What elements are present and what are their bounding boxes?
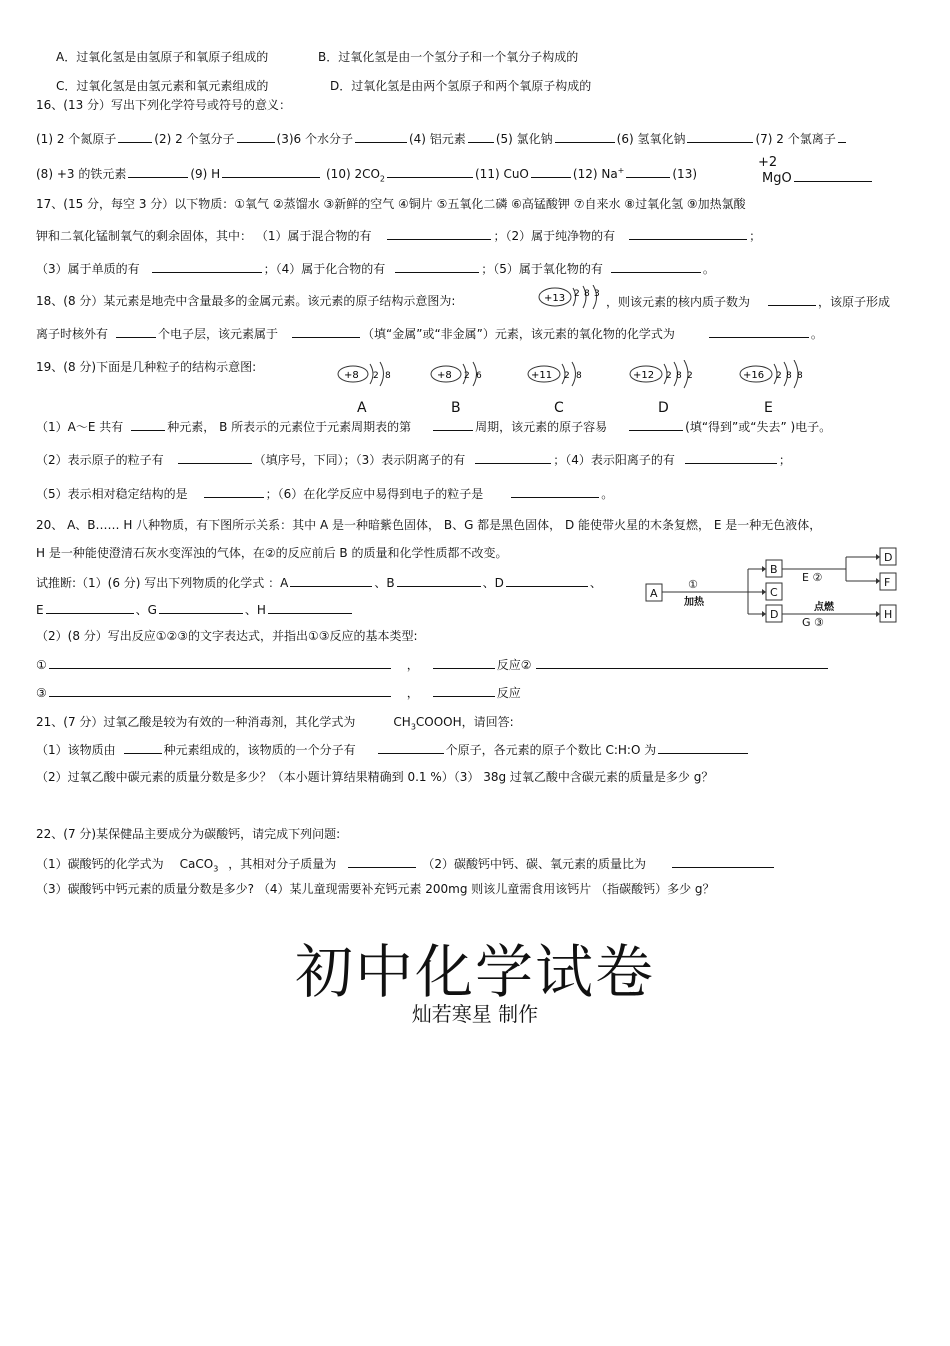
q17-mixture-label: 钾和二氧化锰制氧气的剩余固体，其中： （1）属于混合物的有 [36, 229, 372, 243]
q22-formula: CaCO [179, 857, 214, 871]
subscript: 2 [379, 174, 385, 184]
particle-b-shell-1: 2 [464, 371, 470, 381]
q16-heading: 16、(13 分）写出下列化学符号或符号的意义： [36, 98, 292, 112]
q18-proton-label: ，则该元素的核内质子数为 [606, 295, 751, 309]
answer-blank[interactable] [658, 741, 748, 754]
q15-option-c: C．过氧化氢是由氢元素和氧元素组成的 [56, 79, 269, 93]
q16-item-12-formula: (12) Na [572, 167, 618, 181]
answer-blank[interactable] [124, 741, 162, 754]
answer-blank[interactable] [468, 130, 494, 143]
particle-e-shell-3: 8 [797, 371, 803, 381]
author-credit: 灿若寒星 制作 [411, 1002, 539, 1026]
q17-element-label: （3）属于单质的有 [36, 262, 140, 276]
answer-blank[interactable] [629, 418, 683, 431]
particle-e-nucleus: +16 [743, 370, 765, 381]
q21-q1c: 个原子，各元素的原子个数比 C:H:O 为 [445, 743, 657, 757]
q19-q5 [36, 485, 613, 502]
answer-blank[interactable] [268, 601, 352, 614]
reaction-type-label: 反应② [496, 658, 532, 672]
answer-blank[interactable] [118, 130, 152, 143]
q22-q1c: ，其相对分子质量为 [228, 857, 337, 871]
q16-item-1: (1) 2 个氮原子 [36, 132, 117, 146]
answer-blank[interactable] [128, 165, 188, 178]
answer-blank[interactable] [433, 684, 495, 697]
node-c-label: C [770, 586, 778, 599]
q19-q1a: （1）A～E 共有 [36, 420, 124, 434]
q16-item-5: (5) 氯化钠 [495, 132, 553, 146]
punct: ， [406, 658, 419, 672]
q16-item-2: (2) 2 个氢分子 [154, 132, 235, 146]
q19-q2c: ；（4）表示阳离子的有 [553, 453, 675, 467]
q16-item-10 [326, 167, 385, 184]
q21-line-1 [36, 714, 514, 735]
q19-heading: 19、(8 分)下面是几种粒子的结构示意图: [36, 360, 257, 374]
mgo-charge: +2 [758, 155, 778, 170]
particle-label-b: B [451, 400, 461, 416]
q17-oxide-label: ；（5）属于氧化物的有 [481, 262, 603, 276]
q17-line-3 [36, 260, 715, 277]
q20-line-1: 20、 A、B…… H 八种物质，有下图所示关系：其中 A 是一种暗紫色固体， B、G 都是黑色固体， D 能使带火星的木条复燃， E 是一种无色液体， [36, 518, 822, 532]
q21-line-2 [36, 741, 750, 758]
q20-reaction-1 [36, 656, 830, 673]
answer-blank[interactable] [116, 325, 156, 338]
q18-layers-label: 离子时核外有 [36, 327, 109, 341]
node-f-label: F [884, 576, 891, 589]
answer-blank[interactable] [672, 855, 774, 868]
q17-pure-label: ；（2）属于纯净物的有 [493, 229, 616, 243]
particle-c-shell-1: 2 [564, 371, 570, 381]
q16-item-3: (3)6 个水分子 [276, 132, 353, 146]
punct: ； [749, 229, 762, 243]
particle-d-shell-3: 2 [687, 371, 693, 381]
q19-q1b: 种元素， B 所表示的元素位于元素周期表的第 [167, 420, 412, 434]
answer-blank[interactable] [709, 325, 809, 338]
answer-blank[interactable] [555, 130, 615, 143]
q22-line-2: （3）碳酸钙中钙元素的质量分数是多少? （4）某儿童现需要补充钙元素 200mg 则该儿童需食用该钙片 （指碳酸钙）多少 g？ [36, 882, 715, 896]
punct: 。 [810, 327, 823, 341]
step1-label: ① [688, 578, 698, 591]
q20-e-label: E [36, 603, 44, 617]
q19-q2b: （填序号，下同）；（3）表示阴离子的有 [253, 453, 466, 467]
q19-particle-diagrams [336, 360, 806, 396]
answer-blank[interactable] [159, 601, 243, 614]
q19-q1 [36, 418, 831, 435]
heat-label: 加热 [684, 597, 704, 608]
particle-c-shell-2: 8 [576, 371, 582, 381]
q19-q2 [36, 451, 791, 468]
particle-label-d: D [658, 400, 669, 416]
particle-d-nucleus: +12 [633, 370, 655, 381]
punct: 。 [601, 487, 614, 501]
q18-ion-label: ，该原子形成 [818, 295, 891, 309]
particle-e [740, 360, 803, 388]
particle-a-nucleus: +8 [344, 370, 359, 381]
q16-item-12 [573, 167, 624, 181]
q16-item-13: (13) [672, 167, 698, 181]
answer-blank[interactable] [290, 574, 372, 587]
answer-blank[interactable] [687, 130, 753, 143]
q18-atom-diagram [537, 285, 607, 311]
q21-q1a: （1）该物质由 [36, 743, 116, 757]
q16-item-6: (6) 氢氧化钠 [616, 132, 686, 146]
particle-c [528, 362, 582, 386]
particle-label-e: E [764, 400, 773, 416]
subscript: 3 [213, 864, 219, 874]
q16-item-11: (11) CuO [475, 167, 529, 181]
answer-blank[interactable] [475, 451, 551, 464]
ignite-label: 点燃 [814, 602, 834, 613]
q21-formula: CH [393, 715, 411, 729]
edge-e-label: E ② [802, 571, 823, 584]
subscript: 3 [410, 722, 416, 732]
q21-intro: 21、(7 分）过氧乙酸是较为有效的一种消毒剂，其化学式为 [36, 715, 356, 729]
punct: 、 [589, 576, 602, 590]
q20-flow-diagram [640, 544, 910, 634]
punct: 。 [702, 262, 715, 276]
q16-item-9: (9) H [190, 167, 221, 181]
answer-blank[interactable] [794, 174, 872, 182]
particle-b-nucleus: +8 [437, 370, 452, 381]
q17-compound-label: ；（4）属于化合物的有 [263, 262, 386, 276]
answer-blank[interactable] [629, 227, 747, 240]
reaction-1-label: ① [36, 658, 47, 672]
q19-q2a: （2）表示原子的粒子有 [36, 453, 164, 467]
punct: ， [406, 686, 419, 700]
q18-shell-2: 8 [584, 289, 590, 299]
particle-e-shell-1: 2 [776, 371, 782, 381]
q21-question-tail: COOOH，请回答: [415, 715, 514, 729]
node-h-label: H [884, 608, 893, 621]
answer-blank[interactable] [511, 485, 599, 498]
q20-line-3 [36, 574, 602, 591]
q22-q2: （2）碳酸钙中钙、碳、氧元素的质量比为 [422, 857, 646, 871]
node-a-label: A [650, 587, 658, 600]
answer-blank[interactable] [768, 293, 816, 306]
answer-blank[interactable] [531, 165, 571, 178]
q15-option-b: B．过氧化氢是由一个氢分子和一个氧分子构成的 [318, 50, 579, 64]
node-d2-label: D [884, 551, 893, 564]
answer-blank[interactable] [395, 260, 479, 273]
answer-blank[interactable] [536, 656, 828, 669]
particle-e-shell-2: 8 [786, 371, 792, 381]
answer-blank[interactable] [178, 451, 252, 464]
particle-a [338, 362, 391, 386]
q20-h-label: 、H [244, 603, 266, 617]
q21-line-3: （2）过氧乙酸中碳元素的质量分数是多少？（本小题计算结果精确到 0.1 %）（3） 38g 过氧乙酸中含碳元素的质量是多少 g？ [36, 770, 714, 784]
q16-row-1 [36, 130, 848, 147]
q17-line-2 [36, 227, 761, 244]
q16-item-7: (7) 2 个氯离子 [755, 132, 836, 146]
q19-q5b: ；（6）在化学反应中易得到电子的粒子是 [265, 487, 484, 501]
answer-blank[interactable] [685, 451, 777, 464]
q19-q1c: 周期，该元素的原子容易 [475, 420, 608, 434]
q20-reaction-3 [36, 684, 521, 701]
answer-blank[interactable] [506, 574, 588, 587]
answer-blank[interactable] [626, 165, 670, 178]
particle-a-shell-2: 8 [385, 371, 391, 381]
answer-blank[interactable] [397, 574, 481, 587]
answer-blank[interactable] [387, 165, 473, 178]
q18-shell-1: 2 [574, 289, 580, 299]
q18-oxide-label: （填“金属”或“非金属”）元素，该元素的氧化物的化学式为 [362, 327, 675, 341]
particle-b-shell-2: 6 [476, 371, 482, 381]
reaction-type-label: 反应 [496, 686, 521, 700]
answer-blank[interactable] [131, 418, 165, 431]
particle-d [630, 360, 693, 388]
q20-d-label: 、D [482, 576, 504, 590]
q22-q1a: （1）碳酸钙的化学式为 [36, 857, 164, 871]
q15-option-d: D．过氧化氢是由两个氢原子和两个氧原子构成的 [330, 79, 592, 93]
particle-label-c: C [554, 400, 564, 416]
particle-a-shell-1: 2 [373, 371, 379, 381]
q18-line-1b [606, 293, 890, 310]
answer-blank[interactable] [355, 130, 407, 143]
q20-line-4 [36, 601, 354, 618]
particle-d-shell-2: 8 [676, 371, 682, 381]
answer-blank[interactable] [237, 130, 275, 143]
answer-blank[interactable] [204, 485, 264, 498]
q20-line-2: H 是一种能使澄清石灰水变浑浊的气体，在②的反应前后 B 的质量和化学性质都不改变。 [36, 546, 508, 560]
q18-shell-3: 3 [594, 289, 600, 299]
q16-item-10-formula: (10) 2CO [326, 167, 380, 181]
page-title: 初中化学试卷 [294, 938, 655, 1006]
answer-blank[interactable] [152, 260, 262, 273]
particle-d-shell-1: 2 [666, 371, 672, 381]
q20-formula-label: 试推断:（1）(6 分) 写出下列物质的化学式 ：A [36, 576, 289, 590]
answer-blank[interactable] [222, 165, 320, 178]
punct: ； [778, 453, 791, 467]
answer-blank[interactable] [611, 260, 701, 273]
edge-g-label: G ③ [802, 616, 824, 629]
q16-row-2 [36, 163, 697, 187]
q16-item-4: (4) 铝元素 [408, 132, 466, 146]
answer-blank[interactable] [387, 227, 491, 240]
reaction-3-label: ③ [36, 686, 47, 700]
particle-b [431, 362, 482, 386]
q18-type-label: 个电子层，该元素属于 [158, 327, 279, 341]
answer-blank[interactable] [292, 325, 360, 338]
q19-q1d: (填“得到”或“失去” )电子。 [685, 420, 832, 434]
q18-nucleus: +13 [544, 293, 566, 304]
q22-heading: 22、(7 分)某保健品主要成分为碳酸钙，请完成下列问题: [36, 827, 341, 841]
node-d1-label: D [770, 608, 779, 621]
answer-blank[interactable] [433, 656, 495, 669]
superscript: + [617, 166, 625, 175]
answer-blank[interactable] [49, 656, 391, 669]
q21-q1b: 种元素组成的，该物质的一个分子有 [163, 743, 356, 757]
node-b-label: B [770, 563, 778, 576]
q19-q5a: （5）表示相对稳定结构的是 [36, 487, 188, 501]
answer-blank[interactable] [49, 684, 391, 697]
q22-line-1 [36, 855, 776, 877]
q20-b-label: 、B [374, 576, 395, 590]
q17-line-1: 17、(15 分，每空 3 分）以下物质：①氧气 ②蒸馏水 ③新鲜的空气 ④铜片 ⑤五氧化二磷 ⑥高锰酸钾 ⑦自来水 ⑧过氧化氢 ⑨加热氯酸 [36, 197, 746, 211]
q18-line-2 [36, 325, 823, 342]
mgo-label: MgO [762, 171, 792, 186]
answer-blank[interactable] [378, 741, 444, 754]
mgo-formula [762, 171, 874, 187]
answer-blank[interactable] [46, 601, 134, 614]
answer-blank[interactable] [348, 855, 416, 868]
q20-g-label: 、G [135, 603, 157, 617]
q16-item-8: (8) +3 的铁元素 [36, 167, 127, 181]
q18-line-1a: 18、(8 分）某元素是地壳中含量最多的金属元素。该元素的原子结构示意图为: [36, 294, 456, 308]
particle-label-a: A [357, 400, 367, 416]
particle-c-nucleus: +11 [531, 370, 553, 381]
answer-blank[interactable] [433, 418, 473, 431]
answer-blank[interactable] [838, 130, 846, 143]
q15-option-a: A．过氧化氢是由氢原子和氧原子组成的 [56, 50, 269, 64]
q20-line-5: （2）(8 分）写出反应①②③的文字表达式，并指出①③反应的基本类型: [36, 629, 418, 643]
